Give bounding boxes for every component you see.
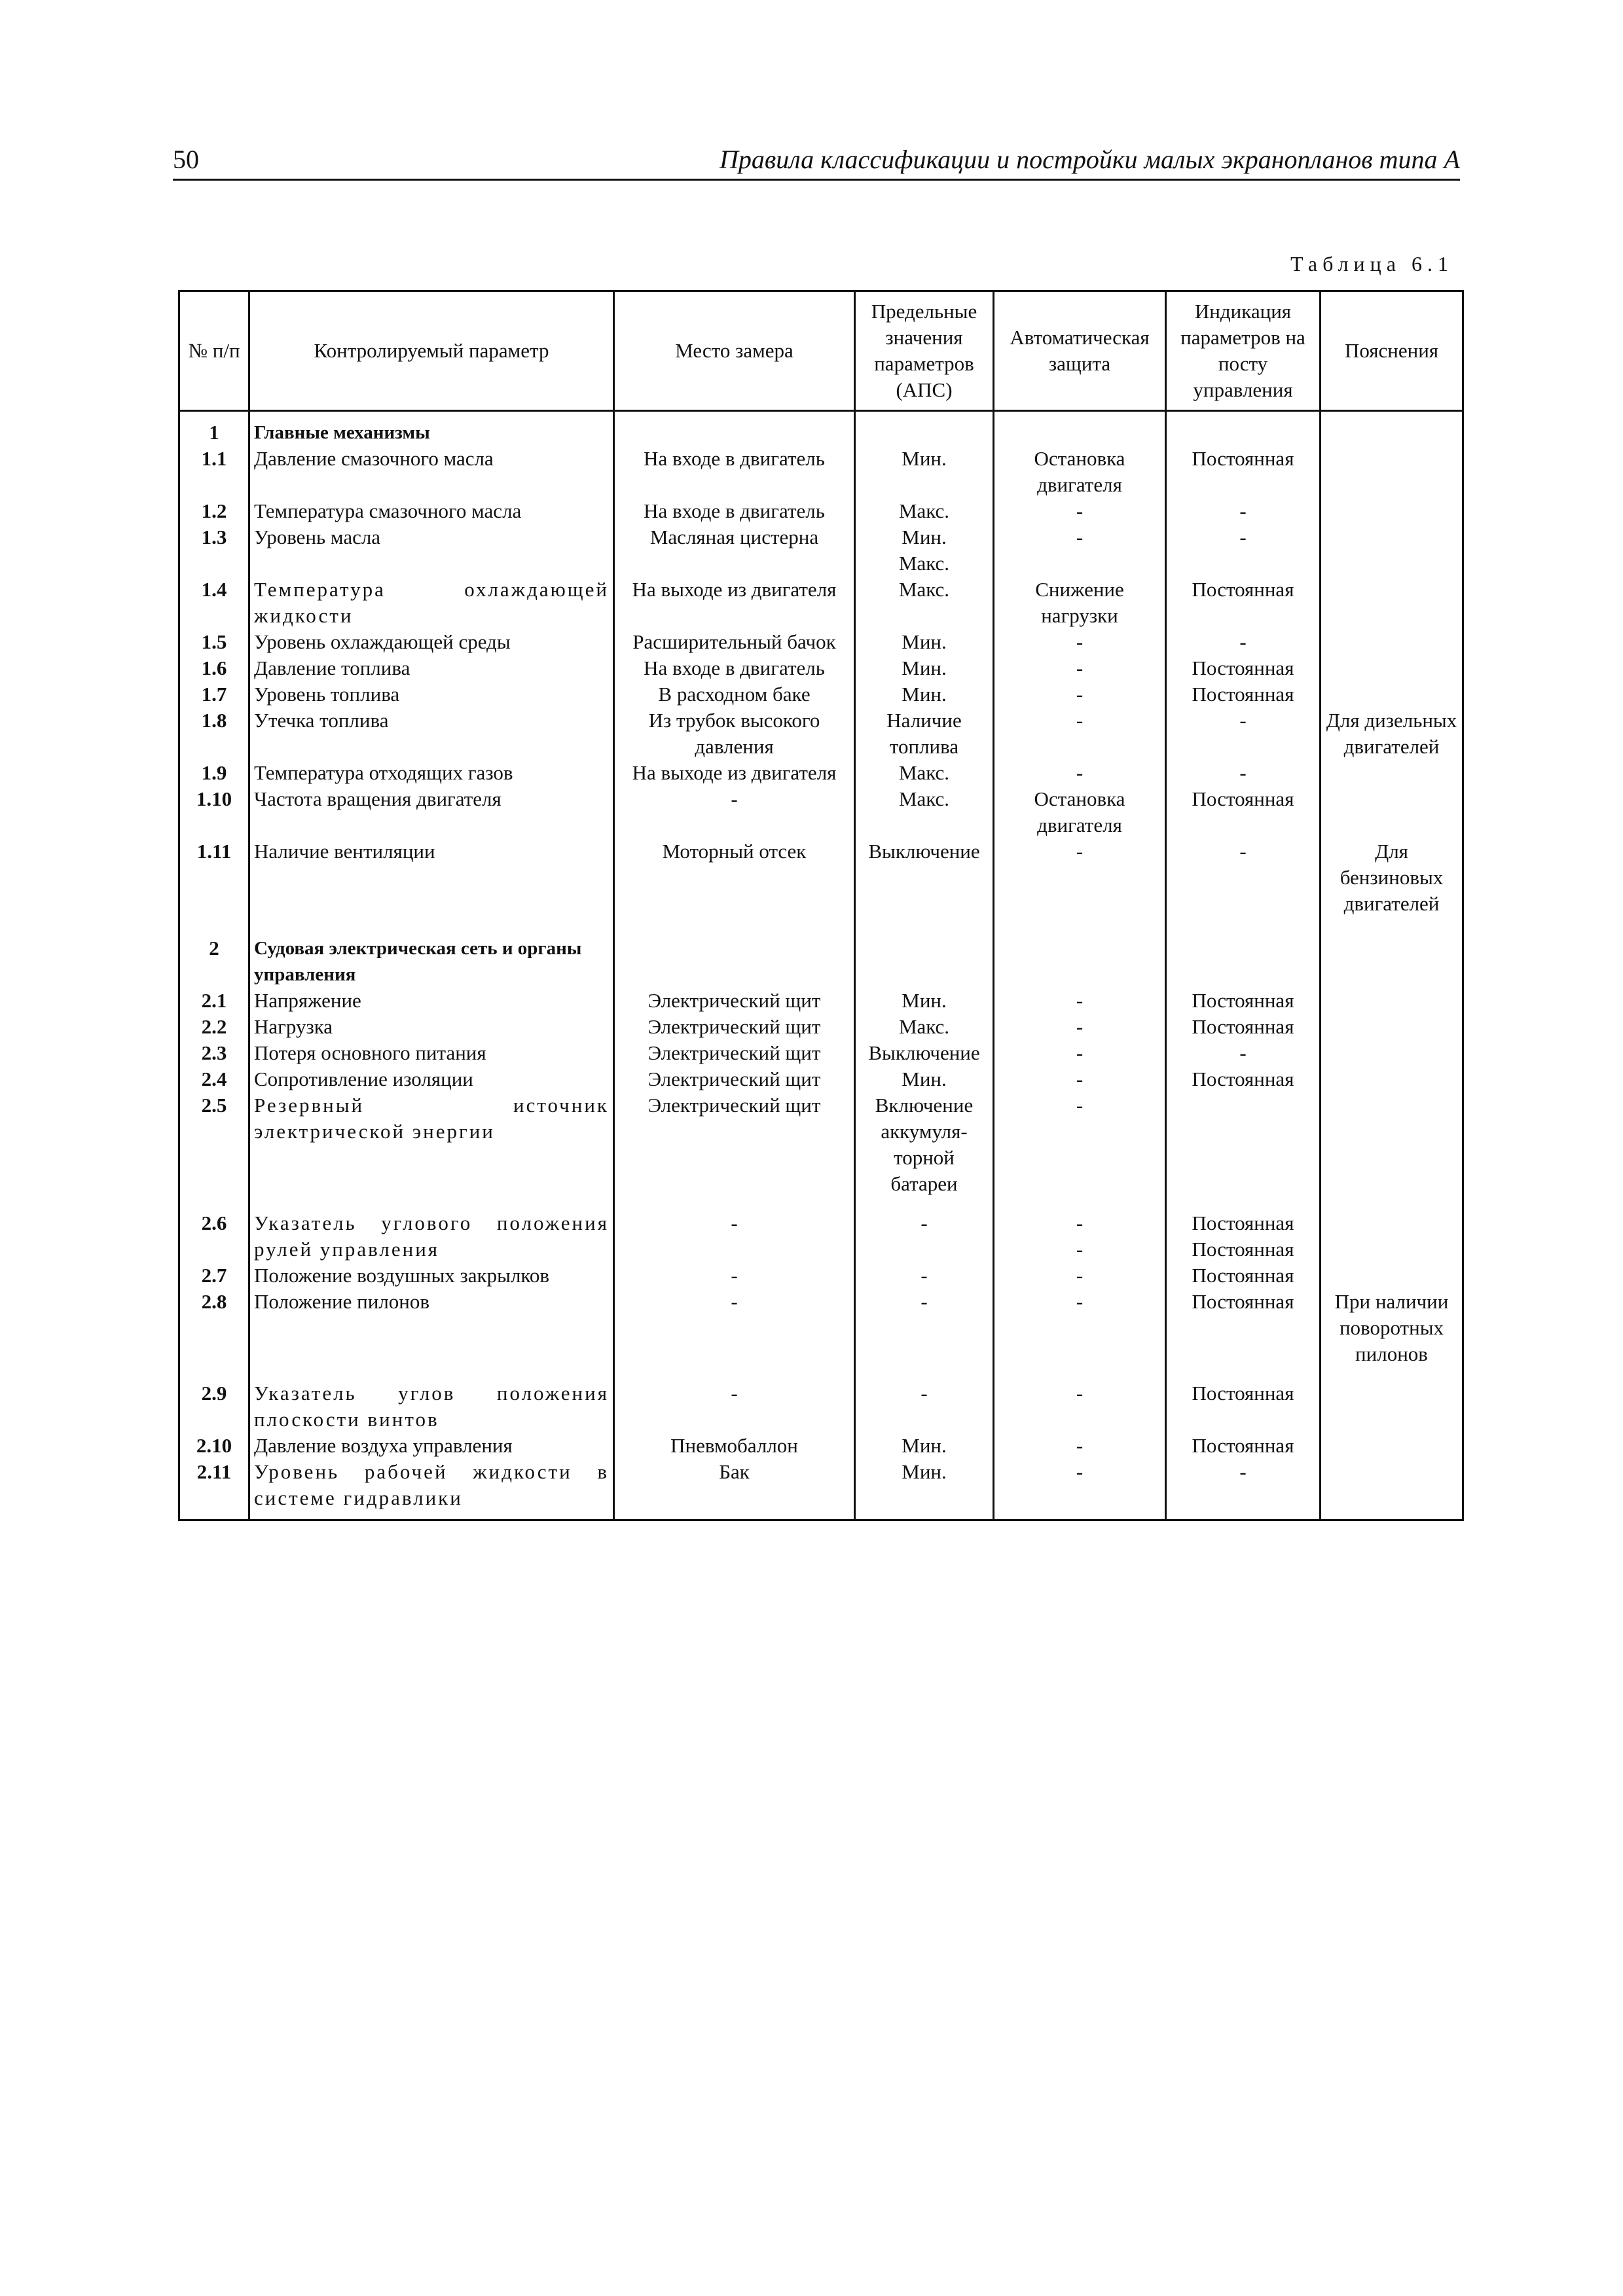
cell-number: 1.10: [179, 786, 249, 838]
cell-limit: -: [855, 1380, 994, 1433]
cell-place: В расходном баке: [614, 681, 855, 708]
cell-number: 2.3: [179, 1040, 249, 1066]
cell-limit: Макс.: [855, 786, 994, 838]
cell-indication: Постоянная: [1166, 786, 1321, 838]
table-row: [179, 1092, 1463, 1210]
cell-number: 1.5: [179, 629, 249, 655]
cell-protection: -: [994, 524, 1166, 577]
cell-protection: -: [994, 629, 1166, 655]
cell-protection: Остановка двигателя: [994, 446, 1166, 498]
cell-protection: [994, 411, 1166, 446]
cell-place: Расширительный бачок: [614, 629, 855, 655]
cell-parameter: Температура охлаждающей жидкости: [249, 577, 614, 629]
cell-protection: -: [994, 1092, 1166, 1210]
cell-section-title: Судовая электрическая сеть и органы управления: [249, 935, 614, 988]
cell-limit: Включение аккумуля-торной батареи: [855, 1092, 994, 1210]
cell-note: [1321, 577, 1463, 629]
cell-number: 2.6: [179, 1210, 249, 1263]
cell-note: [1321, 655, 1463, 681]
cell-number: 2: [179, 935, 249, 988]
col-header-parameter: Контролируемый параметр: [249, 291, 614, 411]
cell-indication: [1166, 411, 1321, 446]
table-row: [179, 935, 1463, 988]
col-header-limit: Предельные значения параметров (АПС): [855, 291, 994, 411]
cell-parameter: Напряжение: [249, 988, 614, 1014]
cell-protection: -: [994, 1014, 1166, 1040]
cell-protection: -: [994, 988, 1166, 1014]
cell-note: [1321, 681, 1463, 708]
table-row: [179, 1380, 1463, 1433]
running-title: Правила классификации и постройки малых экранопланов типа А: [719, 145, 1460, 174]
cell-place: -: [614, 1289, 855, 1380]
cell-limit: Мин.: [855, 629, 994, 655]
cell-limit: Макс.: [855, 760, 994, 786]
cell-note: [1321, 1040, 1463, 1066]
col-header-number: № п/п: [179, 291, 249, 411]
cell-note: [1321, 1433, 1463, 1459]
cell-protection: Остановка двигателя: [994, 786, 1166, 838]
cell-place: Масляная цистерна: [614, 524, 855, 577]
table-row: [179, 1014, 1463, 1040]
cell-protection: -: [994, 760, 1166, 786]
cell-limit: Наличие топлива: [855, 708, 994, 760]
cell-note: [1321, 1092, 1463, 1210]
cell-limit: Выключение: [855, 1040, 994, 1066]
cell-parameter: Указатель углов положения плоскости винтов: [249, 1380, 614, 1433]
cell-note: [1321, 786, 1463, 838]
cell-limit: -: [855, 1289, 994, 1380]
cell-place: -: [614, 1263, 855, 1289]
cell-indication: -: [1166, 498, 1321, 524]
table-row: [179, 760, 1463, 786]
cell-limit: [855, 935, 994, 988]
cell-protection: -: [994, 838, 1166, 935]
table-row: [179, 1066, 1463, 1092]
cell-indication: -: [1166, 1040, 1321, 1066]
cell-number: 1: [179, 411, 249, 446]
cell-note: [1321, 524, 1463, 577]
cell-limit: Мин.: [855, 446, 994, 498]
cell-protection: -: [994, 1066, 1166, 1092]
cell-limit: Мин.: [855, 1459, 994, 1520]
table-row: [179, 1433, 1463, 1459]
cell-number: 1.3: [179, 524, 249, 577]
cell-indication: Постоянная: [1166, 446, 1321, 498]
cell-parameter: Положение пилонов: [249, 1289, 614, 1380]
cell-number: 1.7: [179, 681, 249, 708]
table-row: [179, 786, 1463, 838]
cell-limit: Мин.: [855, 1066, 994, 1092]
cell-indication: Постоянная: [1166, 1066, 1321, 1092]
cell-protection: -: [994, 1263, 1166, 1289]
cell-limit: Макс.: [855, 1014, 994, 1040]
cell-note: [1321, 1210, 1463, 1263]
cell-indication: Постоянная: [1166, 1380, 1321, 1433]
cell-parameter: Нагрузка: [249, 1014, 614, 1040]
cell-parameter: Уровень масла: [249, 524, 614, 577]
table-header-row: [179, 291, 1463, 411]
cell-place: Бак: [614, 1459, 855, 1520]
cell-protection: -: [994, 498, 1166, 524]
table-caption: Таблица 6.1: [1290, 252, 1453, 276]
cell-place: Электрический щит: [614, 1040, 855, 1066]
cell-place: Электрический щит: [614, 1014, 855, 1040]
cell-place: На входе в двигатель: [614, 498, 855, 524]
cell-protection: -: [994, 708, 1166, 760]
cell-number: 2.1: [179, 988, 249, 1014]
cell-note: [1321, 935, 1463, 988]
cell-limit: Мин. Макс.: [855, 524, 994, 577]
cell-note: При наличии поворотных пилонов: [1321, 1289, 1463, 1380]
table-row: [179, 446, 1463, 498]
col-header-protection: Автоматическая защита: [994, 291, 1166, 411]
cell-indication: [1166, 935, 1321, 988]
cell-note: [1321, 411, 1463, 446]
table-row: [179, 1289, 1463, 1380]
cell-number: 2.9: [179, 1380, 249, 1433]
cell-number: 2.11: [179, 1459, 249, 1520]
cell-place: Из трубок высокого давления: [614, 708, 855, 760]
table-row: [179, 1263, 1463, 1289]
cell-number: 2.5: [179, 1092, 249, 1210]
cell-parameter: Потеря основного питания: [249, 1040, 614, 1066]
cell-limit: Мин.: [855, 1433, 994, 1459]
cell-number: 2.7: [179, 1263, 249, 1289]
cell-indication: Постоянная: [1166, 988, 1321, 1014]
cell-number: 1.8: [179, 708, 249, 760]
cell-number: 1.4: [179, 577, 249, 629]
cell-indication: -: [1166, 760, 1321, 786]
cell-note: [1321, 1066, 1463, 1092]
cell-indication: -: [1166, 524, 1321, 577]
table-row: [179, 988, 1463, 1014]
table-row: [179, 629, 1463, 655]
table-row: [179, 411, 1463, 446]
cell-parameter: Частота вращения двигателя: [249, 786, 614, 838]
cell-note: [1321, 760, 1463, 786]
cell-note: [1321, 1380, 1463, 1433]
cell-indication: Постоянная: [1166, 1433, 1321, 1459]
cell-protection: -: [994, 1380, 1166, 1433]
cell-parameter: Сопротивление изоляции: [249, 1066, 614, 1092]
cell-indication: [1166, 1092, 1321, 1210]
cell-limit: Мин.: [855, 681, 994, 708]
cell-limit: [855, 411, 994, 446]
table-row: [179, 498, 1463, 524]
cell-limit: Мин.: [855, 988, 994, 1014]
cell-place: -: [614, 786, 855, 838]
cell-parameter: Температура отходящих газов: [249, 760, 614, 786]
cell-indication: Постоянная: [1166, 1014, 1321, 1040]
cell-number: 2.2: [179, 1014, 249, 1040]
cell-limit: Выключение: [855, 838, 994, 935]
cell-indication: Постоянная Постоянная: [1166, 1210, 1321, 1263]
cell-number: 1.1: [179, 446, 249, 498]
col-header-note: Пояснения: [1321, 291, 1463, 411]
table-row: [179, 838, 1463, 935]
cell-number: 2.8: [179, 1289, 249, 1380]
cell-indication: Постоянная: [1166, 577, 1321, 629]
cell-place: -: [614, 1210, 855, 1263]
cell-parameter: Уровень охлаждающей среды: [249, 629, 614, 655]
cell-indication: -: [1166, 838, 1321, 935]
cell-limit: Мин.: [855, 655, 994, 681]
cell-place: Пневмобаллон: [614, 1433, 855, 1459]
cell-section-title: Главные механизмы: [249, 411, 614, 446]
cell-place: -: [614, 1380, 855, 1433]
cell-indication: Постоянная: [1166, 655, 1321, 681]
cell-place: На входе в двигатель: [614, 655, 855, 681]
table-row: [179, 1459, 1463, 1520]
cell-parameter: Указатель углового положения рулей управления: [249, 1210, 614, 1263]
cell-protection: -: [994, 681, 1166, 708]
cell-number: 1.2: [179, 498, 249, 524]
running-header: [173, 141, 1460, 181]
cell-protection: -: [994, 1433, 1166, 1459]
cell-note: [1321, 446, 1463, 498]
cell-protection: - -: [994, 1210, 1166, 1263]
table-row: [179, 681, 1463, 708]
cell-indication: Постоянная: [1166, 681, 1321, 708]
table-row: [179, 708, 1463, 760]
cell-place: Моторный отсек: [614, 838, 855, 935]
cell-number: 1.9: [179, 760, 249, 786]
cell-number: 2.10: [179, 1433, 249, 1459]
table-row: [179, 1040, 1463, 1066]
cell-protection: Снижение нагрузки: [994, 577, 1166, 629]
cell-place: Электрический щит: [614, 988, 855, 1014]
cell-parameter: Уровень топлива: [249, 681, 614, 708]
cell-note: [1321, 988, 1463, 1014]
cell-note: [1321, 498, 1463, 524]
cell-protection: -: [994, 1040, 1166, 1066]
cell-limit: -: [855, 1210, 994, 1263]
cell-protection: -: [994, 1459, 1166, 1520]
cell-parameter: Наличие вентиляции: [249, 838, 614, 935]
cell-parameter: Температура смазочного масла: [249, 498, 614, 524]
cell-place: На выходе из двигателя: [614, 760, 855, 786]
cell-protection: -: [994, 655, 1166, 681]
cell-indication: -: [1166, 708, 1321, 760]
cell-place: Электрический щит: [614, 1066, 855, 1092]
table-row: [179, 577, 1463, 629]
page-number: 50: [173, 145, 199, 174]
parameters-table: [178, 290, 1464, 1521]
cell-number: 1.11: [179, 838, 249, 935]
cell-place: На выходе из двигателя: [614, 577, 855, 629]
col-header-place: Место замера: [614, 291, 855, 411]
cell-indication: Постоянная: [1166, 1263, 1321, 1289]
cell-limit: Макс.: [855, 498, 994, 524]
cell-number: 1.6: [179, 655, 249, 681]
cell-parameter: Давление смазочного масла: [249, 446, 614, 498]
cell-protection: [994, 935, 1166, 988]
cell-place: На входе в двигатель: [614, 446, 855, 498]
cell-parameter: Положение воздушных закрылков: [249, 1263, 614, 1289]
cell-note: Для бензиновых двигателей: [1321, 838, 1463, 935]
cell-place: Электрический щит: [614, 1092, 855, 1210]
table-row: [179, 655, 1463, 681]
cell-note: [1321, 1263, 1463, 1289]
col-header-indication: Индикация параметров на посту управления: [1166, 291, 1321, 411]
cell-limit: Макс.: [855, 577, 994, 629]
cell-place: [614, 935, 855, 988]
cell-parameter: Уровень рабочей жидкости в системе гидравлики: [249, 1459, 614, 1520]
cell-parameter: Давление воздуха управления: [249, 1433, 614, 1459]
cell-limit: -: [855, 1263, 994, 1289]
table-row: [179, 524, 1463, 577]
table-row: [179, 1210, 1463, 1263]
cell-place: [614, 411, 855, 446]
cell-note: [1321, 1014, 1463, 1040]
cell-parameter: Утечка топлива: [249, 708, 614, 760]
cell-note: Для дизельных двигателей: [1321, 708, 1463, 760]
cell-note: [1321, 1459, 1463, 1520]
cell-number: 2.4: [179, 1066, 249, 1092]
cell-indication: Постоянная: [1166, 1289, 1321, 1380]
cell-protection: -: [994, 1289, 1166, 1380]
cell-indication: -: [1166, 1459, 1321, 1520]
cell-indication: -: [1166, 629, 1321, 655]
cell-parameter: Резервный источник электрической энергии: [249, 1092, 614, 1210]
cell-parameter: Давление топлива: [249, 655, 614, 681]
cell-note: [1321, 629, 1463, 655]
